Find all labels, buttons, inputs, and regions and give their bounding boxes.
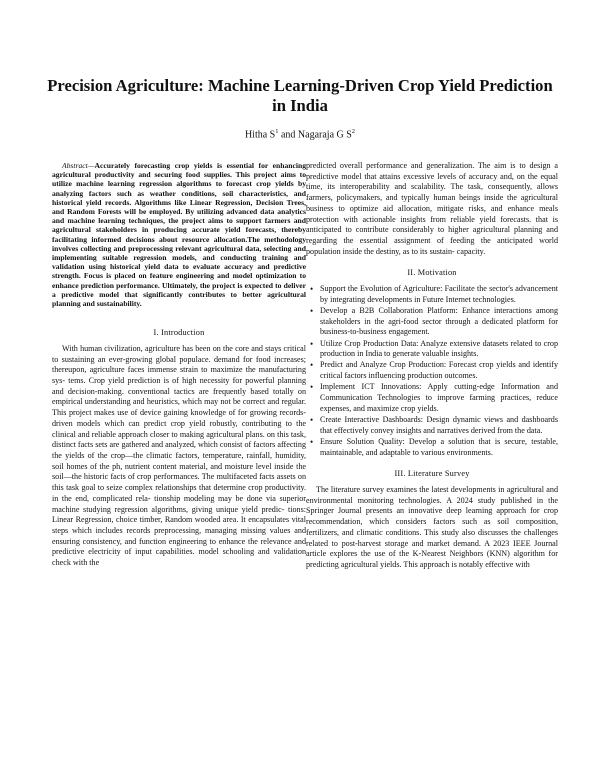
motivation-list <box>306 284 558 458</box>
list-item: • Develop a B2B Collaboration Platform: Enhance interactions among stakeholders in the agri-food sector through a dedicated platform for business-to-business engagement. <box>320 306 558 338</box>
left-column <box>52 161 306 569</box>
list-item: • Create Interactive Dashboards: Design dynamic views and dashboards that effectively convey insights and narratives derived from the data. <box>320 415 558 436</box>
right-column <box>306 161 558 571</box>
literature-paragraph: The literature survey examines the latest developments in agricultural and environmental monitoring technologies. A 2024 study published in the Springer Journal presents an innovative deep learning approach for crop recommendation, which considers factors such as soil composition, fertilizers, and climatic conditions. This study also discusses the challenges related to post-harvest storage and market demand. A 2023 IEEE Journal article explores the use of the K-Nearest Neighbors (KNN) algorithm for predicting agricultural yields. This approach is notably effective with <box>306 484 558 569</box>
introduction-paragraph: With human civilization, agriculture has been on the core and stays critical to sustaining an ever-growing global populace. demand for food increases; thereupon, agriculture faces immense strain to maximize the manufacturing sys- tems. Crop yield prediction is of high necessity for powerful planning and decision-making. conventional tactics are frequently based totally on empirical understanding and heuristics, which may not be correct and regular. This project makes use of device gaining knowledge of for growing records-driven models which can predict crop yield robustly, contributing to the clinical and reliable approach closer to making agricultural plans. on this task, distinct facts sets are gathered and analyzed, which consist of factors affecting the yields of the crop—the climatic factors, temperature, rainfall, humidity, soil homes of the ph, nutrient content material, and moisture level inside the soil—the historic facts of crop performances. The multifaceted facts assets on this task goal to seize complex relationships that determine crop productivity. in the end, complicated rela- tionship modeling may be done via superior machine studying regression algorithms, giving unique yield predic- tions: Linear Regression, choice timber, Random wooded area. It encapsulates vital steps which includes records preprocessing, managing missing values and ensuring consistency, and function engineering to enhance the relevance and predictive electricity of input capabilities. model schooling and validation check with the <box>52 343 306 568</box>
author-affiliation-mark: 1 <box>275 128 279 135</box>
list-item: • Support the Evolution of Agriculture: Facilitate the sector's advancement by integrating developments in Future Internet technologies. <box>320 284 558 305</box>
abstract-lead: Abstract— <box>62 161 95 170</box>
list-item: • Utilize Crop Production Data: Analyze extensive datasets related to crop production in India to generate valuable insights. <box>320 339 558 360</box>
list-item: • Predict and Analyze Crop Production: Forecast crop yields and identify critical factors influencing production outcomes. <box>320 360 558 381</box>
author-affiliation-mark: 2 <box>351 128 356 135</box>
author-joiner: and <box>280 129 296 141</box>
list-item: • Implement ICT Innovations: Apply cutting-edge Information and Communication Technologies to improve farming practices, reduce expenses, and maximize crop yields. <box>320 382 558 414</box>
section-heading-motivation: II. Motivation <box>407 268 457 278</box>
abstract <box>52 161 306 308</box>
author-line <box>40 128 560 140</box>
author-name: Hitha S <box>244 129 276 141</box>
introduction-paragraph-continued: predicted overall performance and generalization. The aim is to design a predictive model that attains excessive levels of accuracy and, on the equal time, its interoperability and scalability. The task, consequently, allows farmers, policymakers, and typically human beings inside the agricultural business to optimize aid allocation, mitigate risks, and enhance meals protection with actionable insights from reliable yield forecasts. that is anticipated to contribute considerably to higher agricultural planning and regarding the essential assignment of feeding the anticipated world population inside the destiny, as to its sustain- capacity. <box>306 161 558 256</box>
author-name: Nagaraja G S <box>297 129 352 141</box>
list-item: • Ensure Solution Quality: Develop a solution that is secure, testable, maintainable, and adaptable to various environments. <box>320 437 558 458</box>
section-heading-introduction: I. Introduction <box>153 328 205 338</box>
section-heading-literature-survey: III. Literature Survey <box>394 469 470 479</box>
paper-title: Precision Agriculture: Machine Learning-Driven Crop Yield Prediction in India <box>47 76 553 115</box>
abstract-text: Accurately forecasting crop yields is essential for enhancing agricultural productivity and securing food supplies. This project aims to utilize machine learning regression algorithms to forecast crop yields by analyzing factors such as weather conditions, soil characteristics, and historical yield records. Algorithms like Linear Regression, Decision Trees, and Random Forests will be employed. By utilizing advanced data analytics and machine learning techniques, the project aims to support farmers and agricultural stakeholders in producing accurate yield forecasts, thereby facilitating informed decisions about resource allocation.The methodology involves collecting and preprocessing relevant agricultural data, selecting and implementing suitable regression models, and conducting training and validation using historical yield data to evaluate accuracy and predictive strength. Focus is placed on feature engineering and model optimization to enhance prediction performance. Ultimately, the project is expected to deliver a predictive model that significantly contributes to better agricultural planning and sustainability. <box>52 161 306 309</box>
